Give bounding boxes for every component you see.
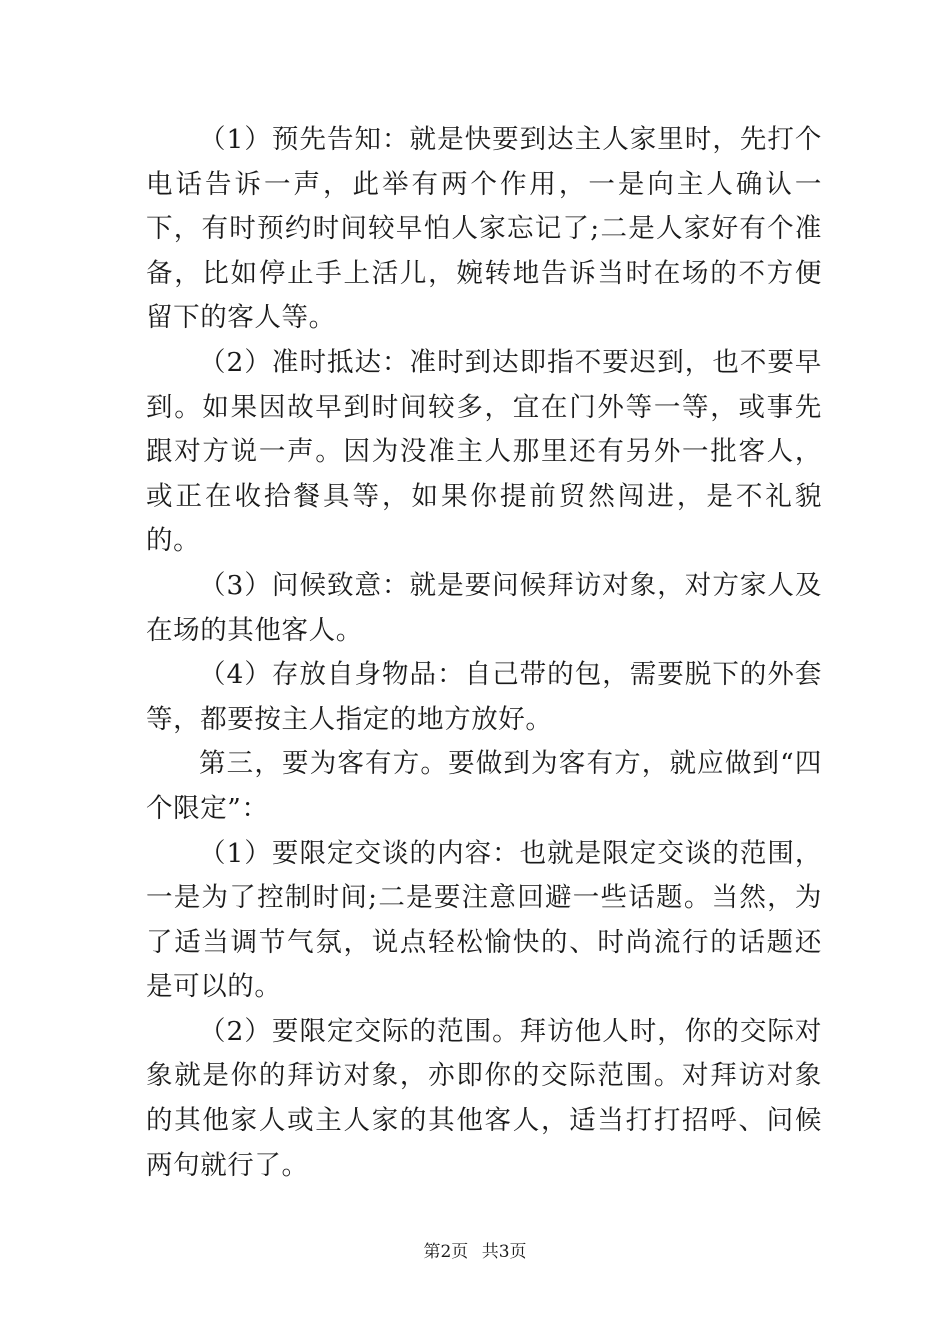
page-number: 第2页 [423, 1242, 469, 1262]
page-footer [0, 1240, 950, 1264]
paragraph-arrive-on-time: （2）准时抵达：准时到达即指不要迟到，也不要早到。如果因故早到时间较多，宜在门外等一等，或事先跟对方说一声。因为没准主人那里还有另外一批客人，或正在收拾餐具等，如果你提前贸然闯进，是不礼貌的。 [146, 346, 822, 557]
paragraph-store-belongings: （4）存放自身物品：自己带的包，需要脱下的外套等，都要按主人指定的地方放好。 [146, 659, 822, 735]
document-body [146, 118, 822, 1188]
page-total: 共3页 [481, 1242, 527, 1262]
paragraph-greetings: （3）问候致意：就是要问候拜访对象，对方家人及在场的其他客人。 [146, 569, 822, 646]
paragraph-limit-topics: （1）要限定交谈的内容：也就是限定交谈的范围，一是为了控制时间;二是要注意回避一些话题。当然，为了适当调节气氛，说点轻松愉快的、时尚流行的话题还是可以的。 [146, 837, 822, 1003]
paragraph-limit-scope: （2）要限定交际的范围。拜访他人时，你的交际对象就是你的拜访对象，亦即你的交际范围。对拜访对象的其他家人或主人家的其他客人，适当打打招呼、问候两句就行了。 [146, 1015, 822, 1181]
paragraph-pre-notify: （1）预先告知：就是快要到达主人家里时，先打个电话告诉一声，此举有两个作用，一是向主人确认一下，有时预约时间较早怕人家忘记了;二是人家好有个准备，比如停止手上活儿，婉转地告诉当时在场的不方便留下的客人等。 [146, 124, 822, 334]
paragraph-section-three-heading: 第三，要为客有方。要做到为客有方，就应做到“四个限定”： [146, 748, 822, 824]
